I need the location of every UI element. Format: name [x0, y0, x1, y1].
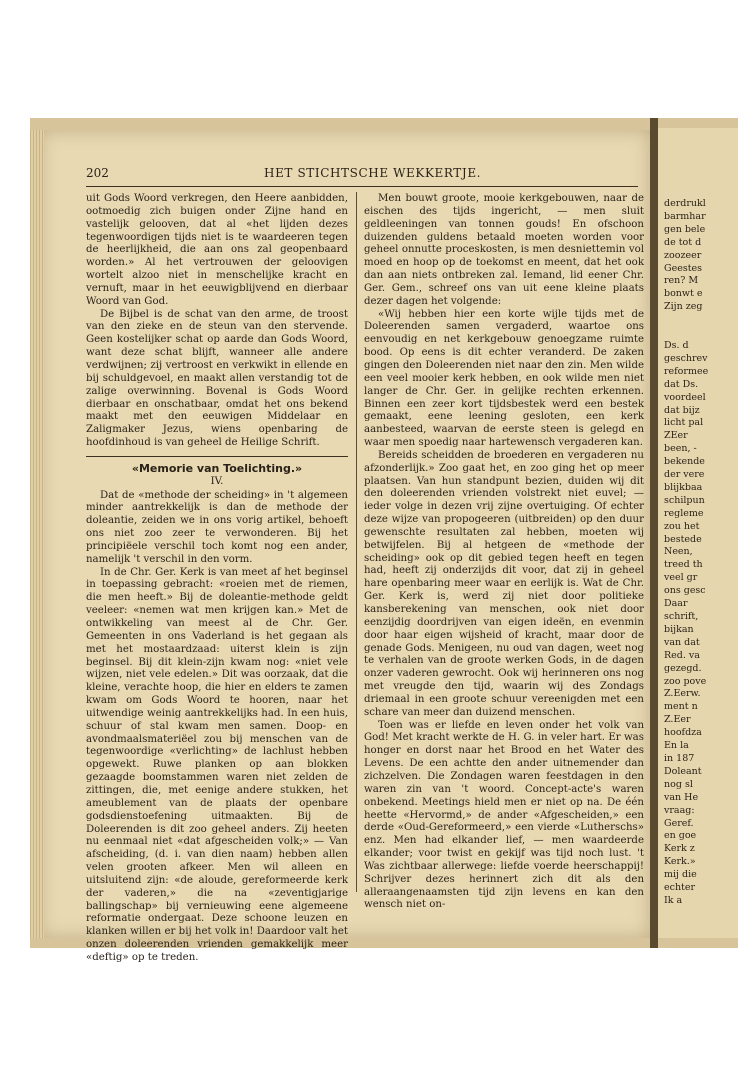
quoted-letter: «Wij hebben hier een korte wijle tijds met de Doleerenden samen vergaderd, waartoe ons eenvoudig en net kerkgebouw genoegzame ruimte bood. Op eens is dit echter veranderd. De zaken gingen den Doleerenden niet naar den zin. Men wilde een veel mooier kerk hebben, en ook wilde men niet langer de Chr. Ger. in gelijke rechten erkennen. Binnen een zeer kort tijdsbestek werd een bestek gemaakt, eene leening gesloten, een kerk aanbesteed, waarvan de eerste steen is gelegd en waar men spoedig naar hartewensch vergaderen kan. — [364, 308, 644, 449]
paragraph: Dat de «methode der scheiding» in 't algemeen minder aantrekkelijk is dan de methode der doleantie, zeiden we in ons vorig artikel, behoeft ons niet zoo zeer te verwonderen. Bij het principiëele verschil toch komt nog een ander, namelijk 't verschil in den vorm. — [86, 489, 348, 565]
next-page-text: derdrukl barmhar gen bele de tot d zoozeer Geestes ren? M bonwt e Zijn zeg Ds. d geschrev reformee dat Ds. voordeel dat bijz licht pal ZEer been, - bekende der vere blijkbaa schilpun regleme zou het bestede Neen, treed th veel gr ons gesc Daar schrift, bijkan van dat Red. va gezegd. zoo pove Z.Eerw. ment n Z.Eer hoofdza En la in 187 Doleant nog sl van He vraag: Geref. en goe Kerk z Kerk.» mij die echter Ik a — [664, 198, 709, 906]
section-title: «Memorie van Toelichting.» — [131, 461, 303, 475]
journal-title: HET STICHTSCHE WEKKERTJE. — [264, 166, 482, 180]
next-page-fragment — [658, 128, 738, 938]
left-column — [86, 193, 348, 965]
paragraph: De Bijbel is de schat van den arme, de troost van den zieke en de steun van den stervende. Geen kostelijker schat op aarde dan Gods Woord, want deze schat blijft, wanneer alle andere verdwijnen; zij vertroost en verkwikt in ellende en bij schuldgevoel, en maakt allen verstandig tot de zalige overwinning. Bovenal is Gods Woord dierbaar en onschatbaar, omdat het ons bekend maakt met den eeuwigen Middelaar en Zaligmaker Jezus, wiens openbaring de hoofdinhoud is van geheel de Heilige Schrift. — [86, 308, 348, 449]
page-stack-edge — [30, 130, 44, 938]
paragraph: Toen was er liefde en leven onder het volk van God! Met kracht werkte de H. G. in veler hart. Er was honger en dorst naar het Brood en het Water des Levens. De een achtte den ander uitnemender dan zichzelven. Die Zondagen waren feestdagen in den waren zin van 't woord. Concept-acte's waren onbekend. Meetings hield men er niet op na. De één heette «Hervormd,» de ander «Afgescheiden,» een derde «Oud-Gereformeerd,» een vierde «Lutherschs» enz. Men had elkander lief, — men waardeerde elkander; voor twist en gekijf was tijd noch lust. 't Was zichtbaar allerwege: liefde voerde heerschappij! Schrijver dezes herinnert zich dit als den alleraangenaamsten tijd zijn levens en kan den wensch niet on- — [364, 719, 644, 911]
page-number: 202 — [86, 166, 109, 180]
header-rule — [86, 186, 638, 187]
right-column — [364, 193, 644, 912]
section-number: IV. — [210, 475, 224, 487]
section-rule — [86, 456, 348, 457]
paragraph: Men bouwt groote, mooie kerkgebouwen, naar de eischen des tijds ingericht, — men sluit geldleeningen van tonnen gouds! En ofschoon duizenden guldens betaald moeten worden voor geheel onnutte proceskosten, is men desniettemin vol moed en hoop op de toekomst en meent, dat het ook dan aan niets ontbreken zal. Iemand, lid eener Chr. Ger. Gem., schreef ons van uit eene kleine plaats dezer dagen het volgende: — [364, 193, 644, 307]
paragraph: Bereids scheidden de broederen en vergaderen nu afzonderlijk.» Zoo gaat het, en zoo ging het op meer plaatsen. Van hun standpunt bezien, duiden wij dit den doleerenden vrienden volstrekt niet euvel; — ieder volge in dezen vrij zijne overtuiging. Of echter deze wijze van propogeeren (uitbreiden) op den duur gewenschte resultaten zal hebben, moeten wij betwijfelen. Bij al hetgeen de «methode der scheiding» ook op dit gebied tegen heeft en tegen had, heeft zij onderzijds dit voor, dat zij in geheel hare openbaring meer waar en eerlijk is. Wat de Chr. Ger. Kerk is, werd zij niet door politieke kansberekening van menschen, ook niet door eenzijdig doordrijven van eigen ideën, en evenmin door haar eigen wijsheid of kracht, maar door de genade Gods. Menigeen, nu oud van dagen, weet nog te verhalen van de groote werken Gods, in de dagen onzer vaderen gewrocht. Ook wij herinneren ons nog met vreugde den tijd, waarin wij des Zondags driemaal in een groote schuur vereenigden met een schare van meer dan duizend menschen. — [364, 449, 644, 718]
paragraph: In de Chr. Ger. Kerk is van meet af het beginsel in toepassing gebracht: «roeien met de riemen, die men heeft.» Bij de doleantie-methode geldt veeleer: «nemen wat men krijgen kan.» Met de ontwikkeling van meest al de Chr. Ger. Gemeenten in ons Vaderland is het gegaan als met het mostaardzaad: uiterst klein is zijn beginsel. Bij dit klein-zijn kwam nog: «niet vele wijzen, niet vele edelen.» Dit was oorzaak, dat die kleine, verachte hoop, die hier en elders te zamen kwam om Gods Woord te hooren, naar het uitwendige weinig aantrekkelijks had. In een huis, schuur of stal kwam men samen. Doop- en avondmaalsmateriëel zou bij menschen van de tegenwoordige «verlichting» de lachlust hebben opgewekt. Ruwe planken op aan blokken gezaagde boomstammen waren niet zelden de zittingen, die, met eenige andere stukken, het ameublement van de plaats der openbare godsdienstoefening uitmaakten. Bij de Doleerenden is dit zoo geheel anders. Zij heeten nu eenmaal niet «dat afgescheiden volk;» — Van afscheiding, (d. i. van dien naam) hebben allen velen grooten afkeer. Men wil alleen en uitsluitend zijn: «de aloude, gereformeerde kerk der vaderen,» die na «zeventigjarige ballingschap» bij vernieuwing eene algemeene reformatie ondergaat. Deze schoone leuzen en klanken willen er bij het volk in! Daardoor valt het onzen doleerenden vrienden gemakkelijk meer «deftig» op te treden. — [86, 566, 348, 963]
column-divider — [356, 192, 357, 892]
book-gutter — [650, 118, 658, 948]
running-header — [86, 166, 638, 184]
paragraph: uit Gods Woord verkregen, den Heere aanbidden, ootmoedig zich buigen onder Zijne hand en vastelijk gelooven, dat al «het lijden dezes tegenwoordigen tijds niet is te waardeeren tegen de heerlijkheid, die aan ons zal geopenbaard worden.» Al het vertrouwen der geloovigen wortelt alzoo niet in menschelijke kracht en vernuft, maar in het eeuwigblijvend en dierbaar Woord van God. — [86, 193, 348, 307]
